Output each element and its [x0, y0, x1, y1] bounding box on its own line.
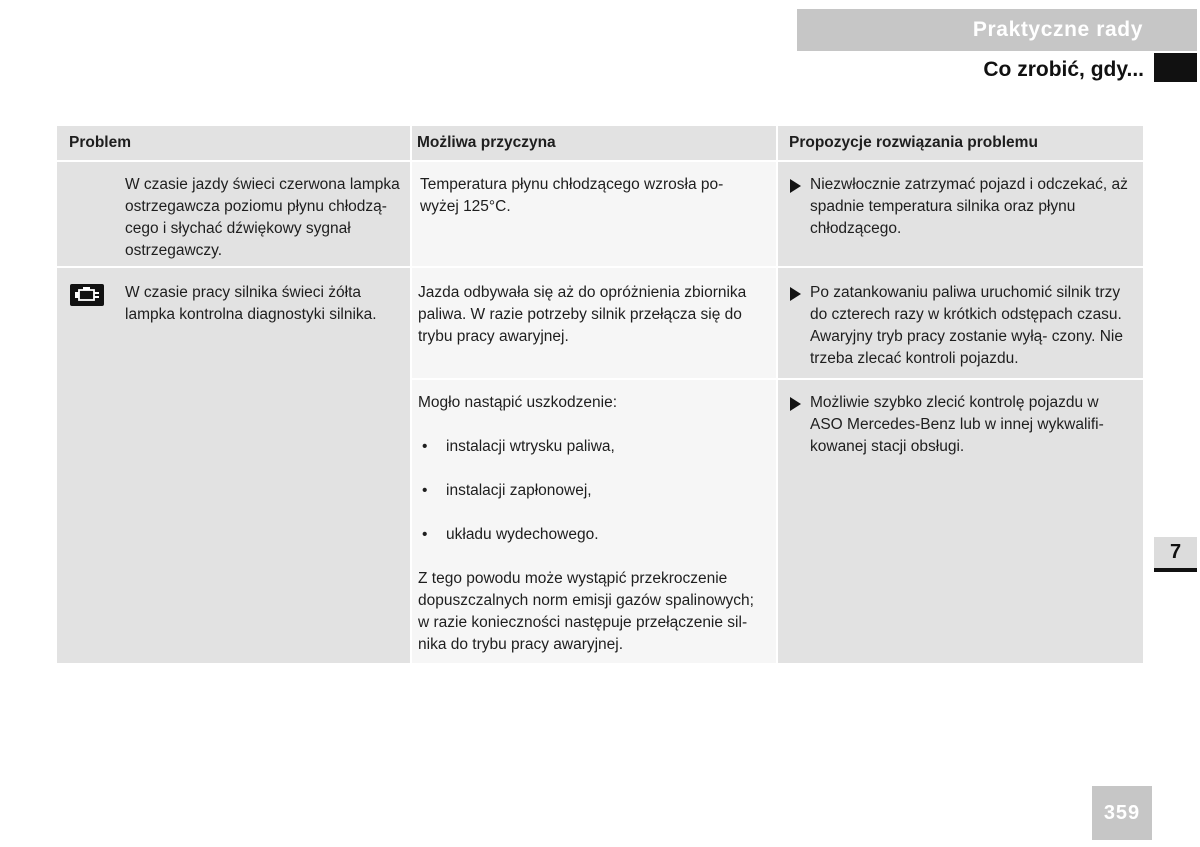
page-number-text: 359: [1103, 801, 1141, 824]
row1-cause-cell: [412, 162, 776, 266]
row2b-solution-cell: [778, 380, 1143, 663]
page-number: [1092, 786, 1152, 840]
bullet-icon: •: [422, 438, 428, 455]
row2a-cause-cell: [412, 268, 776, 378]
arrow-right-icon: [790, 179, 801, 193]
col-header-solution-label: Propozycje rozwiązania problemu: [789, 134, 1038, 151]
bullet-text: instalacji zapłonowej,: [446, 482, 592, 499]
row2a-cause-text: Jazda odbywała się aż do opróżnienia zbiornika paliwa. W razie potrzeby silnik przełącza się do trybu pracy awaryjnej.: [418, 284, 747, 345]
list-item: [418, 480, 768, 502]
header-marker: [1154, 53, 1197, 82]
bullet-text: układu wydechowego.: [446, 526, 599, 543]
row2b-solution-text: Możliwie szybko zlecić kontrolę pojazdu w ASO Mercedes-Benz lub w innej wykwalifi- kowanej stacji obsługi.: [810, 394, 1104, 455]
col-header-problem-label: Problem: [69, 134, 132, 151]
row1-problem-cell: [57, 162, 410, 266]
arrow-right-icon: [790, 287, 801, 301]
row2b-solution-item: [788, 392, 1131, 458]
page-subtitle: Co zrobić, gdy...: [983, 58, 1144, 81]
col-header-cause: [412, 126, 776, 160]
arrow-right-icon: [790, 397, 801, 411]
engine-check-icon: [70, 284, 104, 306]
row2-problem-cell: [57, 268, 410, 663]
row2b-cause-outro: Z tego powodu może wystąpić przekroczenie dopuszczalnych norm emisji gazów spalinowych; w razie konieczności następuje przełączenie sil- nika do trybu pracy awaryjnej.: [418, 570, 754, 653]
row2b-cause-cell: [412, 380, 776, 663]
col-header-problem: [57, 126, 410, 160]
row1-cause-text: Temperatura płynu chłodzącego wzrosła po- wyżej 125°C.: [420, 176, 724, 215]
row2-problem-text: W czasie pracy silnika świeci żółta lampka kontrolna diagnostyki silnika.: [125, 284, 377, 323]
col-header-cause-label: Możliwa przyczyna: [417, 134, 556, 151]
section-title: Praktyczne rady: [972, 18, 1143, 41]
list-item: [418, 524, 768, 546]
list-item: [418, 436, 768, 458]
section-title-bar: [797, 9, 1197, 51]
row1-solution-cell: [778, 162, 1143, 266]
row2a-solution-item: [788, 282, 1135, 370]
chapter-tab: [1154, 537, 1197, 572]
row2a-solution-cell: [778, 268, 1143, 378]
bullet-text: instalacji wtrysku paliwa,: [446, 438, 615, 455]
row2b-cause-intro: Mogło nastąpić uszkodzenie:: [418, 394, 618, 411]
row2a-solution-text: Po zatankowaniu paliwa uruchomić silnik trzy do czterech razy w krótkich odstępach czasu. Awaryjny tryb pracy zostanie wyłą- czony. Nie trzeba zlecać kontroli pojazdu.: [810, 284, 1123, 367]
bullet-icon: •: [422, 482, 428, 499]
col-header-solution: [778, 126, 1143, 160]
row1-solution-text: Niezwłocznie zatrzymać pojazd i odczekać, aż spadnie temperatura silnika oraz płynu chłodzącego.: [810, 176, 1128, 237]
bullet-icon: •: [422, 526, 428, 543]
row1-solution-item: [788, 174, 1133, 240]
chapter-number: 7: [1169, 541, 1182, 563]
row1-problem-text: W czasie jazdy świeci czerwona lampka ostrzegawcza poziomu płynu chłodzą- cego i słychać dźwiękowy sygnał ostrzegawczy.: [125, 176, 400, 259]
